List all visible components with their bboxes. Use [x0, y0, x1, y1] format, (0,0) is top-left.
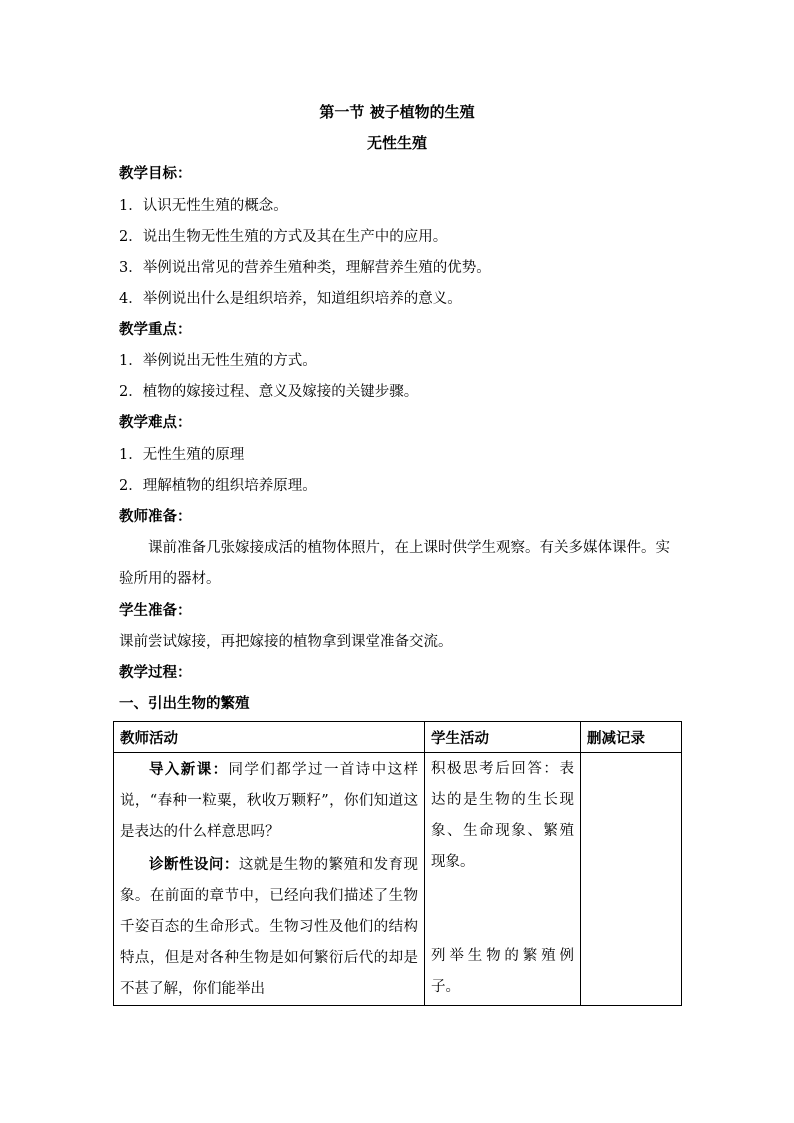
- student-activity-header: 学生活动: [425, 722, 581, 753]
- section-title: 第一节 被子植物的生殖: [319, 103, 475, 121]
- table-header-row: [114, 722, 682, 753]
- key-point-item: 1．举例说出无性生殖的方式。: [119, 353, 317, 369]
- notes-cell: [581, 753, 682, 1006]
- lesson-subtitle: 无性生殖: [366, 134, 427, 152]
- teacher-prep-text: 课前准备几张嫁接成活的植物体照片，在上课时供学生观察。有关多媒体课件。实验所用的器材。: [119, 540, 670, 587]
- difficulty-item: 1．无性生殖的原理: [119, 447, 245, 463]
- intro-text: 同学们都学过一首诗中这样说，“春种一粒粟，秋收万颗籽”，你们知道这是表达的什么样意思吗？: [120, 762, 418, 840]
- process-section-title: 一、引出生物的繁殖: [119, 695, 250, 712]
- process-heading: 教学过程：: [119, 664, 192, 681]
- notes-header: 删减记录: [581, 722, 682, 753]
- diagnostic-text: 这就是生物的繁殖和发育现象。在前面的章节中，已经向我们描述了生物千姿百态的生命形式。生物习性及他们的结构特点，但是对各种生物是如何繁衍后代的却是不甚了解，你们能举出: [120, 857, 419, 997]
- table-row: [114, 753, 682, 1006]
- difficulty-item: 2．理解植物的组织培养原理。: [119, 478, 317, 494]
- student-answer-text: 积极思考后回答：表达的是生物的生长现象、生命现象、繁殖现象。: [431, 761, 574, 870]
- teacher-intro-paragraph: [114, 753, 424, 848]
- teacher-activity-cell: [114, 753, 425, 1006]
- goals-heading: 教学目标：: [119, 165, 192, 182]
- key-points-heading: 教学重点：: [119, 321, 192, 338]
- diagnostic-label: 诊断性设问：: [149, 856, 239, 873]
- student-prep-text: 课前尝试嫁接，再把嫁接的植物拿到课堂准备交流。: [119, 634, 453, 650]
- difficulties-heading: 教学难点：: [119, 414, 192, 431]
- intro-label: 导入新课：: [149, 761, 229, 778]
- teacher-prep-heading: 教师准备：: [119, 508, 192, 525]
- goal-item: 1．认识无性生殖的概念。: [119, 198, 288, 214]
- goal-item: 3．举例说出常见的营养生殖种类，理解营养生殖的优势。: [119, 260, 491, 276]
- student-example-text: 列举生物的繁殖例子。: [431, 948, 574, 995]
- key-point-item: 2．植物的嫁接过程、意义及嫁接的关键步骤。: [119, 384, 419, 400]
- student-activity-cell: [425, 753, 581, 1006]
- teacher-diagnostic-paragraph: [114, 848, 424, 1005]
- teacher-activity-header: 教师活动: [114, 722, 425, 753]
- lesson-activity-table: [113, 721, 682, 1006]
- goal-item: 2．说出生物无性生殖的方式及其在生产中的应用。: [119, 229, 448, 245]
- goal-item: 4．举例说出什么是组织培养，知道组织培养的意义。: [119, 291, 462, 307]
- student-prep-heading: 学生准备：: [119, 602, 192, 619]
